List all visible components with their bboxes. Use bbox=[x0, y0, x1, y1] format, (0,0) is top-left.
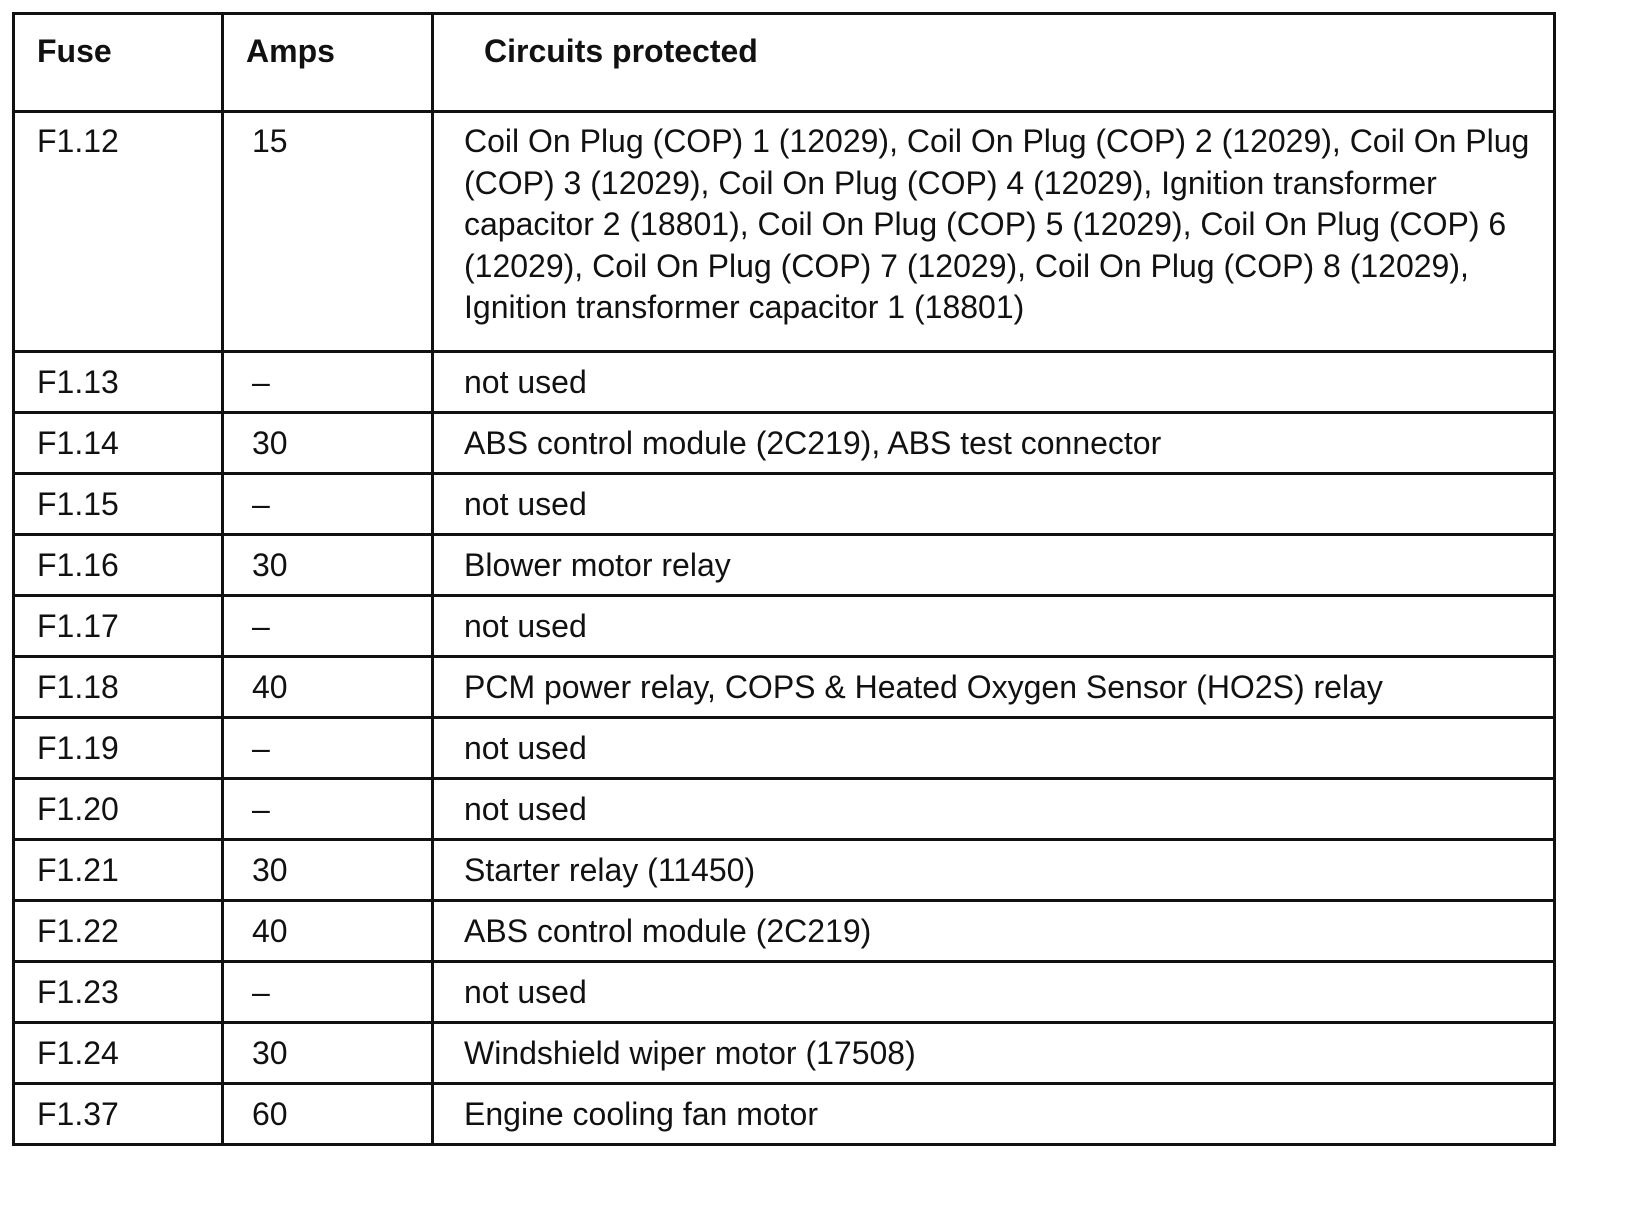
circuits-cell: PCM power relay, COPS & Heated Oxygen Sensor (HO2S) relay bbox=[433, 657, 1555, 718]
amps-cell: – bbox=[223, 779, 433, 840]
circuits-cell: ABS control module (2C219) bbox=[433, 901, 1555, 962]
table-row bbox=[14, 596, 1555, 657]
fuse-cell: F1.21 bbox=[14, 840, 223, 901]
circuits-cell: not used bbox=[433, 962, 1555, 1023]
fuse-cell: F1.37 bbox=[14, 1084, 223, 1145]
fuse-cell: F1.24 bbox=[14, 1023, 223, 1084]
fuse-cell: F1.16 bbox=[14, 535, 223, 596]
table-row bbox=[14, 413, 1555, 474]
circuits-cell: Starter relay (11450) bbox=[433, 840, 1555, 901]
amps-cell: 30 bbox=[223, 535, 433, 596]
circuits-cell: Blower motor relay bbox=[433, 535, 1555, 596]
table-row bbox=[14, 901, 1555, 962]
header-row bbox=[14, 14, 1555, 112]
header-circuits: Circuits protected bbox=[433, 14, 1555, 112]
circuits-cell: not used bbox=[433, 596, 1555, 657]
fuse-cell: F1.23 bbox=[14, 962, 223, 1023]
fuse-table bbox=[12, 12, 1556, 1146]
amps-cell: – bbox=[223, 352, 433, 413]
amps-cell: 40 bbox=[223, 901, 433, 962]
header-fuse: Fuse bbox=[14, 14, 223, 112]
fuse-cell: F1.13 bbox=[14, 352, 223, 413]
fuse-cell: F1.20 bbox=[14, 779, 223, 840]
amps-cell: 30 bbox=[223, 840, 433, 901]
header-amps: Amps bbox=[223, 14, 433, 112]
circuits-cell: Windshield wiper motor (17508) bbox=[433, 1023, 1555, 1084]
table-row bbox=[14, 535, 1555, 596]
table-row bbox=[14, 840, 1555, 901]
amps-cell: – bbox=[223, 962, 433, 1023]
amps-cell: 60 bbox=[223, 1084, 433, 1145]
amps-cell: 40 bbox=[223, 657, 433, 718]
fuse-cell: F1.22 bbox=[14, 901, 223, 962]
table-row bbox=[14, 718, 1555, 779]
fuse-cell: F1.18 bbox=[14, 657, 223, 718]
fuse-cell: F1.15 bbox=[14, 474, 223, 535]
table-row bbox=[14, 1023, 1555, 1084]
table-row bbox=[14, 1084, 1555, 1145]
circuits-cell: not used bbox=[433, 718, 1555, 779]
amps-cell: – bbox=[223, 474, 433, 535]
fuse-cell: F1.17 bbox=[14, 596, 223, 657]
fuse-cell: F1.12 bbox=[14, 112, 223, 352]
amps-cell: – bbox=[223, 596, 433, 657]
amps-cell: – bbox=[223, 718, 433, 779]
circuits-cell: Engine cooling fan motor bbox=[433, 1084, 1555, 1145]
table-row bbox=[14, 962, 1555, 1023]
table-row bbox=[14, 474, 1555, 535]
table-row bbox=[14, 112, 1555, 352]
fuse-cell: F1.14 bbox=[14, 413, 223, 474]
circuits-cell: Coil On Plug (COP) 1 (12029), Coil On Plug (COP) 2 (12029), Coil On Plug (COP) 3 (12029), Coil On Plug (COP) 4 (12029), Ignition transformer capacitor 2 (18801), Coil On Plug (COP) 5 (12029), Coil On Plug (COP) 6 (12029), Coil On Plug (COP) 7 (12029), Coil On Plug (COP) 8 (12029), Ignition transformer capacitor 1 (18801) bbox=[433, 112, 1555, 352]
table-row bbox=[14, 657, 1555, 718]
circuits-cell: ABS control module (2C219), ABS test connector bbox=[433, 413, 1555, 474]
circuits-cell: not used bbox=[433, 474, 1555, 535]
table-row bbox=[14, 779, 1555, 840]
amps-cell: 30 bbox=[223, 1023, 433, 1084]
circuits-cell: not used bbox=[433, 779, 1555, 840]
circuits-cell: not used bbox=[433, 352, 1555, 413]
amps-cell: 15 bbox=[223, 112, 433, 352]
table-row bbox=[14, 352, 1555, 413]
amps-cell: 30 bbox=[223, 413, 433, 474]
fuse-cell: F1.19 bbox=[14, 718, 223, 779]
